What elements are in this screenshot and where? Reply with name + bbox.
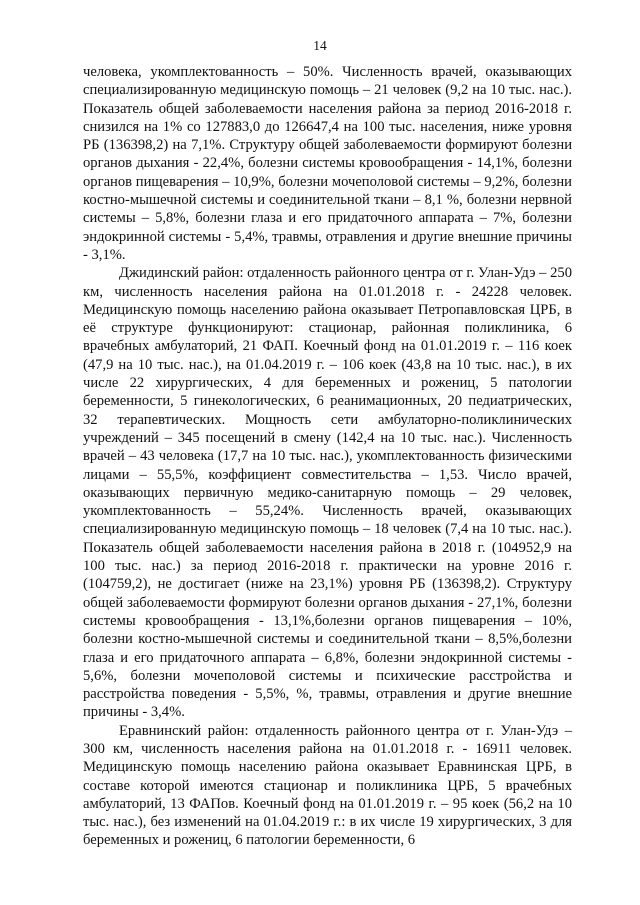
paragraph-dzhidinsky-district: Джидинский район: отдаленность районного центра от г. Улан-Удэ – 250 км, численность населения района на 01.01.2018 г. - 24228 человек. Медицинскую помощь населению района оказывает Петропавловская ЦРБ, в её структуре функционируют: стационар, районная поликлиника, 6 врачебных амбулаторий, 21 ФАП. Коечный фонд на 01.01.2019 г. – 116 коек (47,9 на 10 тыс. нас.), на 01.04.2019 г. – 106 коек (43,8 на 10 тыс. нас.), в их числе 22 хирургических, 4 для беременных и рожениц, 5 патологии беременности, 5 гинекологических, 6 реанимационных, 20 педиатрических, 32 терапевтических. Мощность сети амбулаторно-поликлинических учреждений – 345 посещений в смену (142,4 на 10 тыс. нас.). Численность врачей – 43 человека (17,7 на 10 тыс. нас.), укомплектованность физическими лицами – 55,5%, коэффициент совместительства – 1,53. Число врачей, оказывающих первичную медико-санитарную помощь – 29 человек, укомплектованность – 55,24%. Численность врачей, оказывающих специализированную медицинскую помощь – 18 человек (7,4 на 10 тыс. нас.). Показатель общей заболеваемости населения района в 2018 г. (104952,9 на 100 тыс. нас.) за период 2016-2018 г. практически на уровне 2016 г. (104759,2), не достигает (ниже на 23,1%) уровня РБ (136398,2). Структуру общей заболеваемости формируют болезни органов дыхания - 27,1%, болезни системы кровообращения - 13,1%,болезни органов пищеварения – 10%, болезни костно-мышечной системы и соединительной ткани – 8,5%,болезни глаза и его придаточного аппарата – 6,8%, болезни эндокринной системы - 5,6%, болезни мочеполовой системы и психические расстройства и расстройства поведения - 5,5%, %, травмы, отравления и другие внешние причины - 3,4%.: [83, 265, 572, 721]
paragraph-continuation: человека, укомплектованность – 50%. Численность врачей, оказывающих специализированную медицинскую помощь – 21 человек (9,2 на 10 тыс. нас.). Показатель общей заболеваемости населения района за период 2016-2018 г. снизился на 1% со 127883,0 до 126647,4 на 100 тыс. населения, ниже уровня РБ (136398,2) на 7,1%. Структуру общей заболеваемости формируют болезни органов дыхания - 22,4%, болезни системы кровообращения - 14,1%, болезни органов пищеварения – 10,9%, болезни мочеполовой системы – 9,2%, болезни костно-мышечной системы и соединительной ткани – 8,1 %, болезни нервной системы – 5,8%, болезни глаза и его придаточного аппарата – 7%, болезни эндокринной системы - 5,4%, травмы, отравления и другие внешние причины - 3,1%.: [83, 64, 572, 263]
paragraph-eravninsky-district: Еравнинский район: отдаленность районного центра от г. Улан-Удэ – 300 км, численность населения района на 01.01.2018 г. - 16911 человек. Медицинскую помощь населению района оказывает Еравнинская ЦРБ, в составе которой имеются стационар и поликлиника ЦРБ, 5 врачебных амбулаторий, 13 ФАПов. Коечный фонд на 01.01.2019 г. – 95 коек (56,2 на 10 тыс. нас.), без изменений на 01.04.2019 г.: в их числе 19 хирургических, 3 для беременных и рожениц, 6 патологии беременности, 6: [83, 722, 572, 849]
document-body: [83, 63, 572, 850]
page-number: 14: [313, 38, 327, 53]
